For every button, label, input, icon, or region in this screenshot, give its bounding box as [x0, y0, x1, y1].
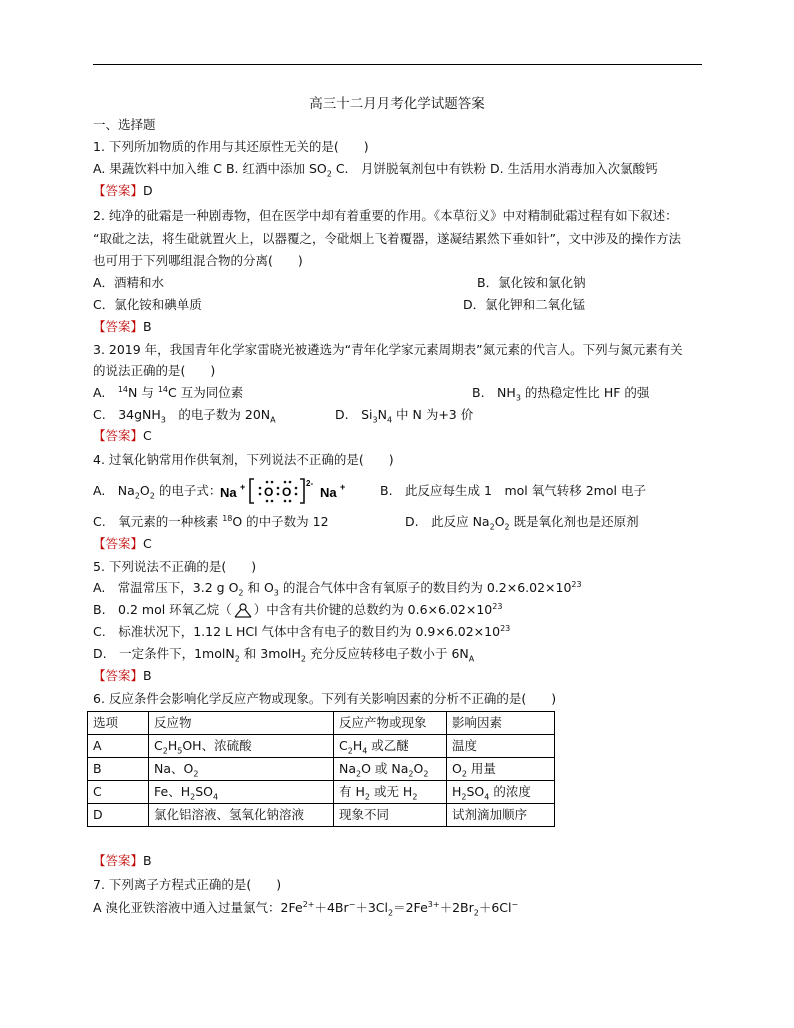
table-cell-reactants: Fe、$H_2SO_4$	[149, 781, 334, 804]
table-cell-products: $C_2H_4$ 或乙醚	[334, 735, 447, 758]
table-header-cell: 反应物	[149, 712, 334, 735]
table-row	[88, 735, 555, 758]
q4-option-c: C. 氧元素的一种核素 $^{18}$O 的中子数为 12	[93, 513, 329, 529]
formula-plus-left: +	[240, 482, 246, 492]
q4-option-b: B. 此反应每生成 1 mol 氧气转移 2mol 电子	[380, 483, 646, 498]
q3-option-d: D. $Si_3N_4$ 中 N 为+3 价	[335, 407, 474, 425]
table-cell-option: C	[88, 781, 149, 804]
q1-answer: 【答案】D	[93, 183, 153, 198]
q1-option-d: D. 生活用水消毒加入次氯酸钙	[490, 161, 658, 176]
q2-stem-line1: 2. 纯净的砒霜是一种剧毒物，但在医学中却有着重要的作用。《本草衍义》中对精制砒霜过程有如下叙述：	[93, 208, 678, 223]
formula-plus-right: +	[340, 482, 346, 492]
q5-option-d: D. 一定条件下，1molN$_2$ 和 3molH$_2$ 充分反应转移电子数小于 $6N_A$	[93, 646, 475, 664]
table-cell-reactants: Na、$O_2$	[149, 758, 334, 781]
formula-na-left: Na	[220, 485, 237, 500]
q5-option-c: C. 标准状况下，1.12 L HCl 气体中含有电子的数目约为 $0.9\times 6.02\times 10^{23}$	[93, 623, 511, 639]
table-cell-option: A	[88, 735, 149, 758]
q3-answer: 【答案】C	[93, 428, 152, 443]
q7-option-a: A 溴化亚铁溶液中通入过量氯气：$2Fe^{2+}+4Br^-+3Cl_2=2Fe^{3+}+2Br_2+6Cl^-$	[93, 899, 519, 918]
table-row	[88, 781, 555, 804]
q2-option-b: B．氯化铵和氯化钠	[477, 275, 586, 290]
formula-o-2: O	[282, 485, 292, 499]
table-cell-option: D	[88, 804, 149, 827]
table-row	[88, 758, 555, 781]
table-header-cell: 选项	[88, 712, 149, 735]
table-cell-option: B	[88, 758, 149, 781]
table-row	[88, 804, 555, 827]
table-cell-products: 有 $H_2$ 或无 $H_2$	[334, 781, 447, 804]
formula-na-right: Na	[320, 485, 337, 500]
table-cell-products: $Na_2O$ 或 $Na_2O_2$	[334, 758, 447, 781]
formula-charge: 2-	[306, 479, 314, 488]
table-cell-factor: $H_2SO_4$ 的浓度	[447, 781, 555, 804]
q5-option-b: B. 0.2 mol 环氧乙烷（ ）中含有共价键的总数约为 $0.6\times 6.02\times 10^{23}$	[93, 601, 503, 617]
q3-option-a: A. $^{14}$N 与 $^{14}$C 互为同位素	[93, 384, 244, 400]
table-cell-factor: 试剂滴加顺序	[447, 804, 555, 827]
q6-stem: 6. 反应条件会影响化学反应产物或现象。下列有关影响因素的分析不正确的是( )	[93, 691, 557, 706]
table-cell-factor: 温度	[447, 735, 555, 758]
q4-option-a: A. $Na_2O_2$ 的电子式：	[93, 483, 222, 501]
table-cell-factor: $O_2$ 用量	[447, 758, 555, 781]
table-cell-products: 现象不同	[334, 804, 447, 827]
epoxyethane-ring-icon	[232, 603, 254, 619]
q5-answer: 【答案】B	[93, 668, 152, 683]
q2-stem-line2: “取砒之法，将生砒就置火上，以器覆之，令砒烟上飞着覆器，遂凝结累然下垂如针”，文中涉及的操作方法	[93, 231, 681, 246]
q6-options-table	[87, 711, 555, 827]
formula-o-1: O	[264, 485, 274, 499]
q1-option-a: A. 果蔬饮料中加入维 C	[93, 161, 222, 176]
header-rule	[93, 64, 702, 65]
q1-option-b: B. 红酒中添加 $SO_2$	[225, 161, 332, 179]
q1-stem: 1. 下列所加物质的作用与其还原性无关的是( )	[93, 139, 369, 154]
table-cell-reactants: 氯化铝溶液、氢氧化钠溶液	[149, 804, 334, 827]
q2-stem-line3: 也可用于下列哪组混合物的分离( )	[93, 253, 303, 268]
q1-option-c: C. 月饼脱氧剂包中有铁粉	[335, 161, 487, 176]
q4-answer: 【答案】C	[93, 536, 152, 551]
q6-answer: 【答案】B	[93, 853, 152, 868]
q3-option-b: B. $NH_3$ 的热稳定性比 HF 的强	[472, 385, 650, 403]
q1-options	[93, 159, 658, 179]
section-heading: 一、选择题	[93, 117, 156, 132]
q5-option-a: A. 常温常压下，3.2 g $O_2$ 和 $O_3$ 的混合气体中含有氧原子的数目约为 $0.2\times 6.02\times 10^{23}$	[93, 579, 582, 598]
q5-stem: 5. 下列说法不正确的是( )	[93, 559, 257, 574]
table-cell-reactants: $C_2H_5OH$、浓硫酸	[149, 735, 334, 758]
q3-stem-line2: 的说法正确的是( )	[93, 363, 216, 378]
q7-stem: 7. 下列离子方程式正确的是( )	[93, 877, 282, 892]
table-header-cell: 反应产物或现象	[334, 712, 447, 735]
q4-option-d: D. 此反应 $Na_2O_2$ 既是氧化剂也是还原剂	[405, 514, 639, 532]
q4-stem: 4. 过氧化钠常用作供氧剂，下列说法不正确的是( )	[93, 452, 394, 467]
q2-answer: 【答案】B	[93, 319, 152, 334]
q2-option-c: C．氯化铵和碘单质	[93, 297, 202, 312]
q2-option-a: A．酒精和水	[93, 275, 165, 290]
q3-stem-line1: 3. 2019 年，我国青年化学家雷晓光被遴选为“青年化学家元素周期表”氮元素的代言人。下列与氮元素有关	[93, 342, 683, 357]
page-title: 高三十二月月考化学试题答案	[309, 96, 485, 112]
sodium-peroxide-electron-formula	[220, 476, 350, 506]
q2-option-d: D．氯化钾和二氧化锰	[463, 297, 586, 312]
table-header-row	[88, 712, 555, 735]
table-header-cell: 影响因素	[447, 712, 555, 735]
q3-option-c: C. 34gNH$_3$ 的电子数为 $20N_A$	[93, 407, 276, 425]
